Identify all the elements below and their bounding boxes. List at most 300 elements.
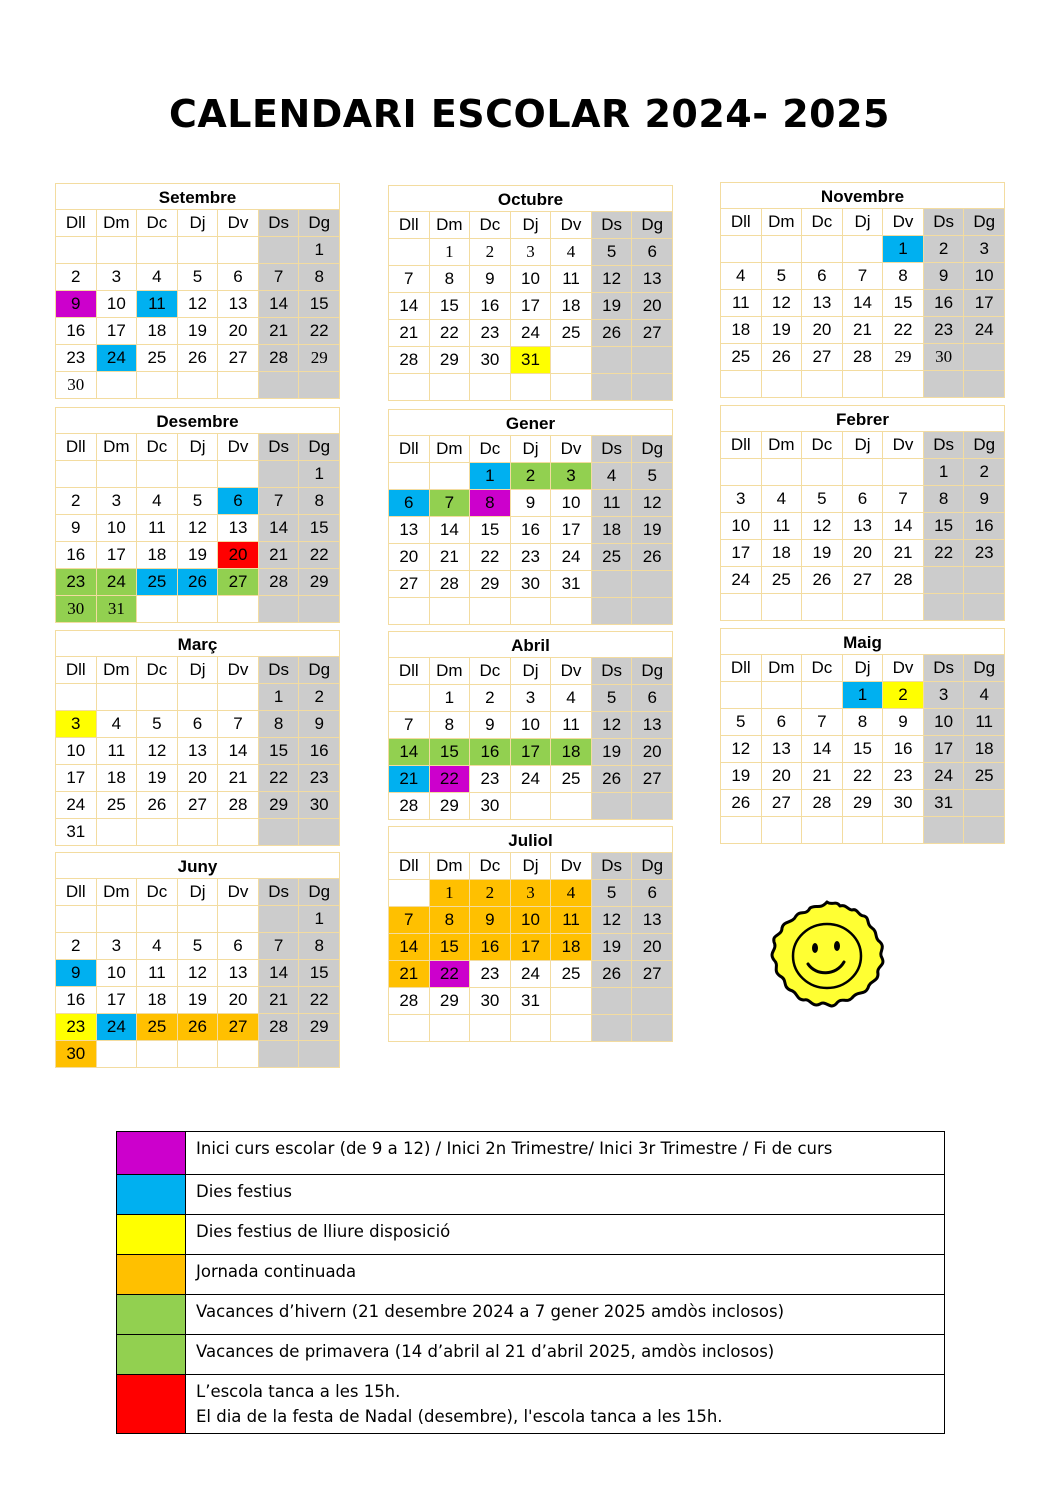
day-cell: 4 [137,264,178,291]
day-cell: 22 [299,318,340,345]
day-cell: 21 [842,317,883,344]
month-table [55,209,340,399]
day-cell: 10 [96,515,137,542]
day-cell: 8 [299,933,340,960]
day-cell [56,684,97,711]
day-cell: 24 [923,763,964,790]
day-cell: 26 [591,961,632,988]
day-header: Dg [299,434,340,461]
day-cell [632,347,673,374]
day-cell: 23 [923,317,964,344]
day-cell: 21 [389,961,430,988]
day-cell: 25 [551,320,592,347]
month-name: Novembre [720,182,1005,208]
day-header: Dll [56,434,97,461]
day-cell [802,682,843,709]
legend-text [186,1255,945,1295]
day-cell: 27 [761,790,802,817]
day-cell: 13 [177,738,218,765]
day-cell: 25 [551,766,592,793]
day-cell: 18 [551,934,592,961]
day-cell: 23 [470,320,511,347]
day-cell: 5 [591,880,632,907]
day-cell: 13 [802,290,843,317]
month-table [388,435,673,625]
day-cell: 21 [258,542,299,569]
day-cell: 24 [510,320,551,347]
day-header: Dm [429,658,470,685]
day-header: Dg [964,432,1005,459]
legend-swatch [117,1375,186,1434]
day-cell: 12 [721,736,762,763]
day-cell: 14 [429,517,470,544]
day-cell: 19 [177,542,218,569]
day-cell: 29 [429,988,470,1015]
day-cell: 1 [470,463,511,490]
day-cell: 20 [177,765,218,792]
day-cell: 9 [923,263,964,290]
day-cell [137,819,178,846]
day-cell: 10 [96,291,137,318]
day-cell: 11 [137,291,178,318]
day-cell: 15 [258,738,299,765]
month-5 [720,405,1005,621]
month-name: Febrer [720,405,1005,431]
month-table [388,852,673,1042]
day-cell [721,236,762,263]
day-cell [299,1041,340,1068]
day-cell: 13 [389,517,430,544]
day-cell: 24 [510,766,551,793]
day-header: Dv [551,212,592,239]
day-header: Dj [177,210,218,237]
day-cell: 19 [591,934,632,961]
month-table [720,431,1005,621]
day-cell: 21 [258,987,299,1014]
day-cell: 14 [389,739,430,766]
legend-swatch [117,1132,186,1175]
day-cell [96,906,137,933]
page-title: CALENDARI ESCOLAR 2024- 2025 [168,92,890,136]
day-header: Dll [56,657,97,684]
month-3 [55,407,340,623]
legend-line: Inici curs escolar (de 9 a 12) / Inici 2n Trimestre/ Inici 3r Trimestre / Fi de curs [196,1139,833,1158]
day-cell: 21 [258,318,299,345]
day-cell [923,371,964,398]
day-cell: 5 [177,933,218,960]
day-cell [842,371,883,398]
day-header: Dc [137,434,178,461]
day-header: Ds [923,655,964,682]
day-cell: 23 [470,766,511,793]
day-cell: 30 [299,792,340,819]
day-cell [923,817,964,844]
day-cell: 28 [842,344,883,371]
day-cell: 14 [883,513,924,540]
day-cell: 25 [96,792,137,819]
day-header: Dj [842,209,883,236]
day-cell: 6 [802,263,843,290]
day-header: Dv [218,657,259,684]
month-name: Juny [55,852,340,878]
day-cell [761,459,802,486]
day-cell [137,237,178,264]
day-cell: 24 [56,792,97,819]
day-cell: 22 [258,765,299,792]
day-cell: 20 [218,987,259,1014]
day-cell: 12 [802,513,843,540]
day-cell [761,371,802,398]
day-header: Dll [389,436,430,463]
day-cell: 17 [510,293,551,320]
day-cell: 2 [923,236,964,263]
day-cell [137,906,178,933]
legend-row [117,1295,945,1335]
legend-swatch [117,1255,186,1295]
day-cell [96,1041,137,1068]
day-cell: 12 [591,712,632,739]
day-header: Dv [883,432,924,459]
day-cell [802,371,843,398]
day-cell: 25 [591,544,632,571]
day-cell [551,793,592,820]
day-cell: 3 [510,880,551,907]
day-cell: 18 [137,318,178,345]
day-cell: 18 [761,540,802,567]
day-cell: 16 [470,934,511,961]
day-header: Dv [218,434,259,461]
day-cell: 28 [883,567,924,594]
day-cell: 29 [299,1014,340,1041]
day-cell [258,819,299,846]
month-10 [388,826,673,1042]
day-cell: 22 [299,987,340,1014]
day-cell: 3 [56,711,97,738]
day-header: Dm [761,432,802,459]
day-header: Dll [721,432,762,459]
day-cell: 5 [137,711,178,738]
day-cell: 5 [591,239,632,266]
day-header: Dc [802,432,843,459]
day-header: Dg [632,853,673,880]
day-header: Dg [632,436,673,463]
day-header: Ds [258,879,299,906]
day-cell [721,682,762,709]
day-cell [429,463,470,490]
day-cell [429,374,470,401]
day-cell: 9 [470,907,511,934]
day-cell: 17 [964,290,1005,317]
day-cell: 4 [137,488,178,515]
day-cell [761,236,802,263]
day-cell: 12 [591,907,632,934]
day-cell: 30 [56,1041,97,1068]
month-name: Desembre [55,407,340,433]
day-cell [510,374,551,401]
day-cell [96,819,137,846]
day-cell [218,237,259,264]
day-cell: 23 [470,961,511,988]
day-header: Ds [923,432,964,459]
day-cell: 31 [923,790,964,817]
month-9 [55,852,340,1068]
day-header: Dm [96,657,137,684]
day-cell: 7 [389,712,430,739]
day-cell [842,459,883,486]
day-cell: 30 [470,347,511,374]
day-cell: 22 [429,766,470,793]
day-cell: 27 [218,345,259,372]
day-cell: 12 [632,490,673,517]
day-cell: 28 [258,345,299,372]
day-cell: 20 [632,739,673,766]
day-cell [96,372,137,399]
day-cell: 29 [842,790,883,817]
day-header: Dc [470,658,511,685]
day-cell [721,817,762,844]
month-name: Setembre [55,183,340,209]
day-cell: 23 [56,569,97,596]
day-cell: 23 [964,540,1005,567]
day-cell [258,237,299,264]
day-cell [964,344,1005,371]
day-header: Ds [923,209,964,236]
day-cell: 20 [632,934,673,961]
day-cell: 9 [299,711,340,738]
day-cell [177,906,218,933]
day-cell: 16 [470,739,511,766]
day-cell: 6 [389,490,430,517]
day-cell: 7 [389,266,430,293]
day-cell: 7 [842,263,883,290]
day-cell: 5 [177,264,218,291]
day-cell [591,598,632,625]
day-cell: 8 [299,488,340,515]
day-cell: 1 [842,682,883,709]
day-header: Dc [802,209,843,236]
day-header: Dj [177,434,218,461]
day-cell [632,374,673,401]
day-header: Dm [96,879,137,906]
day-cell: 9 [56,515,97,542]
legend-row [117,1175,945,1215]
day-cell [389,1015,430,1042]
day-cell: 24 [510,961,551,988]
day-cell: 16 [56,318,97,345]
month-2 [720,182,1005,398]
day-header: Dg [964,655,1005,682]
day-cell: 6 [218,264,259,291]
day-cell: 30 [470,988,511,1015]
day-cell: 13 [218,515,259,542]
month-table [720,654,1005,844]
day-cell: 1 [883,236,924,263]
day-cell [551,347,592,374]
day-cell: 22 [470,544,511,571]
day-cell: 29 [258,792,299,819]
day-cell [429,1015,470,1042]
day-cell [551,1015,592,1042]
day-cell: 28 [802,790,843,817]
day-cell [470,374,511,401]
day-cell: 12 [177,515,218,542]
day-header: Dj [510,853,551,880]
day-cell [510,793,551,820]
day-cell [591,347,632,374]
day-cell: 19 [591,293,632,320]
month-name: Juliol [388,826,673,852]
day-cell: 8 [429,266,470,293]
day-cell [389,880,430,907]
day-cell [177,1041,218,1068]
day-cell: 3 [510,685,551,712]
day-cell: 21 [802,763,843,790]
day-header: Dc [470,436,511,463]
day-cell: 2 [56,264,97,291]
day-cell: 20 [761,763,802,790]
month-1 [388,185,673,401]
day-cell: 8 [429,712,470,739]
day-cell: 20 [389,544,430,571]
legend-line: Vacances de primavera (14 d’abril al 21 d’abril 2025, amdòs inclosos) [196,1342,775,1361]
legend-row [117,1255,945,1295]
month-8 [720,628,1005,844]
day-cell: 24 [96,1014,137,1041]
day-cell [883,371,924,398]
day-cell: 6 [177,711,218,738]
day-header: Dc [137,879,178,906]
day-cell: 19 [177,318,218,345]
day-cell: 6 [761,709,802,736]
day-cell: 2 [56,933,97,960]
day-header: Dj [177,879,218,906]
day-header: Dll [389,853,430,880]
day-cell: 17 [551,517,592,544]
day-cell: 13 [218,291,259,318]
day-cell: 30 [56,372,97,399]
day-cell: 8 [429,907,470,934]
day-cell: 24 [551,544,592,571]
day-cell [802,817,843,844]
day-cell [56,906,97,933]
day-cell [56,237,97,264]
day-cell: 19 [802,540,843,567]
month-table [55,878,340,1068]
day-cell: 18 [137,987,178,1014]
day-cell: 3 [923,682,964,709]
day-cell: 2 [883,682,924,709]
day-cell: 4 [96,711,137,738]
day-header: Dj [510,212,551,239]
day-cell: 7 [258,264,299,291]
day-cell: 11 [551,266,592,293]
day-cell: 2 [470,880,511,907]
day-cell: 26 [721,790,762,817]
day-cell: 3 [721,486,762,513]
day-cell: 15 [883,290,924,317]
day-header: Dg [299,210,340,237]
legend-row [117,1335,945,1375]
day-cell [842,236,883,263]
day-header: Dj [842,655,883,682]
day-cell: 4 [964,682,1005,709]
day-cell: 17 [510,739,551,766]
day-cell: 8 [923,486,964,513]
day-cell: 14 [258,515,299,542]
day-cell: 12 [591,266,632,293]
day-cell: 1 [429,880,470,907]
day-cell: 9 [964,486,1005,513]
day-cell: 6 [632,880,673,907]
day-cell: 2 [299,684,340,711]
day-cell [258,372,299,399]
day-cell [177,684,218,711]
day-cell: 1 [429,239,470,266]
month-name: Abril [388,631,673,657]
day-cell: 2 [510,463,551,490]
month-7 [388,631,673,820]
day-cell: 5 [761,263,802,290]
legend-line: L’escola tanca a les 15h. [196,1382,401,1401]
day-cell: 10 [56,738,97,765]
day-cell: 16 [56,987,97,1014]
day-cell: 17 [56,765,97,792]
day-cell: 5 [591,685,632,712]
day-cell: 6 [218,933,259,960]
day-header: Dg [299,657,340,684]
day-cell: 9 [883,709,924,736]
day-cell: 28 [389,347,430,374]
day-cell: 25 [137,569,178,596]
day-cell [299,819,340,846]
day-cell: 5 [632,463,673,490]
day-cell: 4 [721,263,762,290]
month-table [720,208,1005,398]
day-cell: 21 [389,320,430,347]
day-cell [721,371,762,398]
day-cell: 1 [429,685,470,712]
day-cell [218,684,259,711]
day-cell: 15 [429,934,470,961]
day-header: Dg [632,658,673,685]
day-cell: 14 [842,290,883,317]
legend-line: Vacances d’hivern (21 desembre 2024 a 7 gener 2025 amdòs inclosos) [196,1302,785,1321]
day-cell: 22 [429,320,470,347]
day-cell: 28 [389,988,430,1015]
day-cell [258,596,299,623]
day-header: Dg [964,209,1005,236]
sun-icon [760,896,894,1014]
day-cell [218,461,259,488]
day-cell: 22 [923,540,964,567]
day-cell [964,594,1005,621]
day-cell: 26 [177,1014,218,1041]
day-cell: 7 [429,490,470,517]
day-header: Dc [470,853,511,880]
day-cell: 22 [842,763,883,790]
day-cell [510,598,551,625]
day-header: Dll [721,209,762,236]
day-cell: 3 [964,236,1005,263]
day-cell: 15 [429,293,470,320]
day-cell: 18 [96,765,137,792]
day-cell [177,596,218,623]
legend-swatch [117,1175,186,1215]
day-cell: 24 [96,345,137,372]
day-cell: 27 [632,766,673,793]
day-cell: 3 [96,488,137,515]
day-cell: 4 [551,880,592,907]
